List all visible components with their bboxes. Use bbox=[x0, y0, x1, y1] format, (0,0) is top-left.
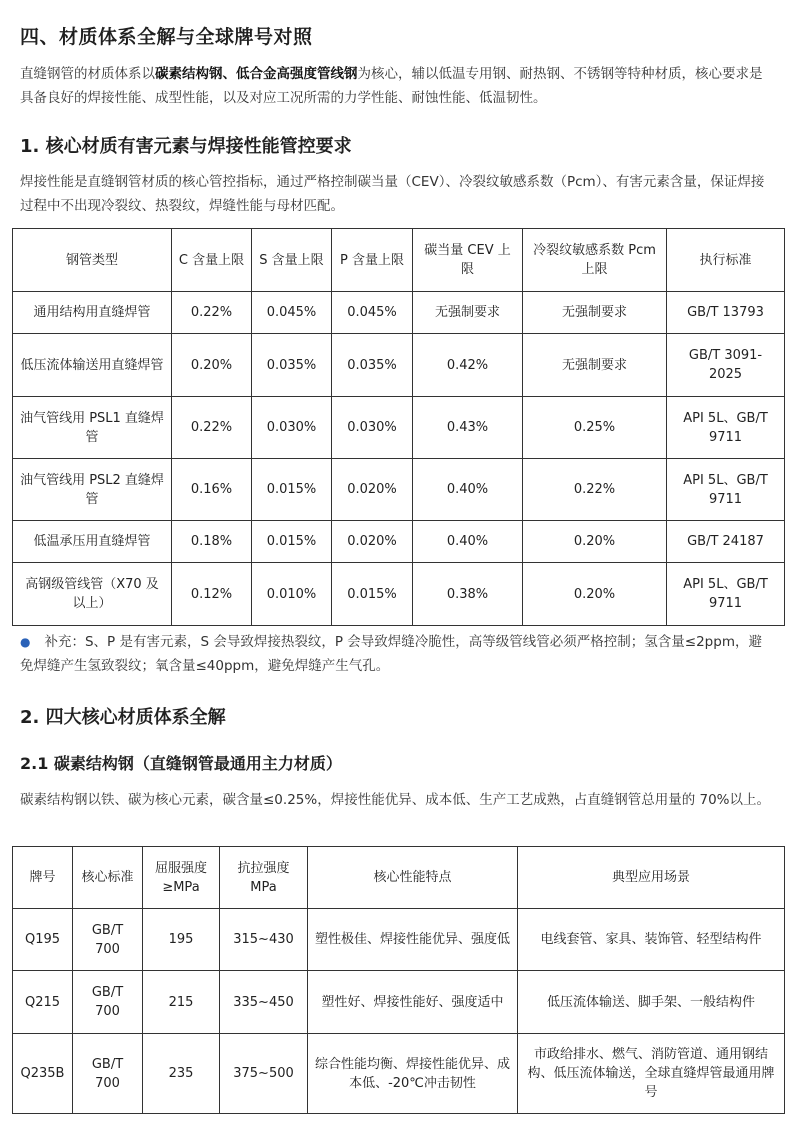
table-cell: 0.035% bbox=[252, 334, 332, 397]
supplement-note bbox=[20, 630, 772, 678]
table-row bbox=[13, 563, 785, 626]
table-header-cell: 抗拉强度 MPa bbox=[220, 847, 308, 909]
table-cell: Q195 bbox=[13, 909, 73, 971]
table-cell: GB/T 700 bbox=[73, 909, 143, 971]
subsection-2-1-description: 碳素结构钢以铁、碳为核心元素，碳含量≤0.25%，焊接性能优异、成本低、生产工艺成熟，占直缝钢管总用量的 70%以上。 bbox=[20, 792, 770, 808]
table-cell: Q235B bbox=[13, 1034, 73, 1114]
table-header-row bbox=[13, 847, 785, 909]
table-cell: GB/T 13793 bbox=[667, 292, 785, 334]
intro-text-bold: 碳素结构钢、低合金高强度管线钢 bbox=[155, 66, 358, 82]
table-header-cell: C 含量上限 bbox=[172, 229, 252, 292]
table-cell: 315~430 bbox=[220, 909, 308, 971]
table-row bbox=[13, 334, 785, 397]
table-cell: 塑性好、焊接性能好、强度适中 bbox=[308, 971, 518, 1034]
table-header-cell: 核心标准 bbox=[73, 847, 143, 909]
intro-text-pre: 直缝钢管的材质体系以 bbox=[20, 66, 155, 82]
welding-control-table bbox=[12, 228, 785, 626]
table-header-cell: 牌号 bbox=[13, 847, 73, 909]
table-cell: 215 bbox=[143, 971, 220, 1034]
table-header-cell: 执行标准 bbox=[667, 229, 785, 292]
table-cell: API 5L、GB/T 9711 bbox=[667, 459, 785, 521]
table-header-cell: S 含量上限 bbox=[252, 229, 332, 292]
table-cell: 0.20% bbox=[523, 521, 667, 563]
table-cell: 0.16% bbox=[172, 459, 252, 521]
table-header-cell: 冷裂纹敏感系数 Pcm 上限 bbox=[523, 229, 667, 292]
table-cell: 0.030% bbox=[252, 397, 332, 459]
table-cell: 0.010% bbox=[252, 563, 332, 626]
table-cell: 无强制要求 bbox=[523, 334, 667, 397]
supplement-note-text: 补充：S、P 是有害元素，S 会导致焊接热裂纹，P 会导致焊缝冷脆性，高等级管线管必须严格控制；氢含量≤2ppm，避免焊缝产生氢致裂纹；氧含量≤40ppm，避免焊缝产生气孔。 bbox=[20, 634, 762, 674]
table-row bbox=[13, 971, 785, 1034]
bullet-icon: ● bbox=[20, 635, 31, 649]
table-cell: 通用结构用直缝焊管 bbox=[13, 292, 172, 334]
table-header-cell: 钢管类型 bbox=[13, 229, 172, 292]
table-cell: 0.015% bbox=[252, 521, 332, 563]
table-cell: 低温承压用直缝焊管 bbox=[13, 521, 172, 563]
table-cell: 0.12% bbox=[172, 563, 252, 626]
table-cell: 油气管线用 PSL1 直缝焊管 bbox=[13, 397, 172, 459]
table-cell: 低压流体输送用直缝焊管 bbox=[13, 334, 172, 397]
table-row bbox=[13, 909, 785, 971]
carbon-steel-grade-table bbox=[12, 846, 785, 1114]
table-header-cell: 典型应用场景 bbox=[518, 847, 785, 909]
table-cell: 235 bbox=[143, 1034, 220, 1114]
table-cell: 无强制要求 bbox=[523, 292, 667, 334]
table-cell: 0.015% bbox=[332, 563, 413, 626]
table-cell: 综合性能均衡、焊接性能优异、成本低、-20℃冲击韧性 bbox=[308, 1034, 518, 1114]
table-cell: 塑性极佳、焊接性能优异、强度低 bbox=[308, 909, 518, 971]
table-header-row bbox=[13, 229, 785, 292]
table-row bbox=[13, 1034, 785, 1114]
table-cell: GB/T 24187 bbox=[667, 521, 785, 563]
subsection-2-title: 2. 四大核心材质体系全解 bbox=[20, 707, 226, 728]
table-cell: 电线套管、家具、装饰管、轻型结构件 bbox=[518, 909, 785, 971]
subsection-2-1-title: 2.1 碳素结构钢（直缝钢管最通用主力材质） bbox=[20, 754, 342, 773]
table-cell: GB/T 700 bbox=[73, 1034, 143, 1114]
table-cell: 0.045% bbox=[252, 292, 332, 334]
table-header-cell: 碳当量 CEV 上限 bbox=[413, 229, 523, 292]
subsection-1-title: 1. 核心材质有害元素与焊接性能管控要求 bbox=[20, 136, 352, 157]
table-cell: GB/T 3091-2025 bbox=[667, 334, 785, 397]
table-cell: GB/T 700 bbox=[73, 971, 143, 1034]
table-cell: 0.43% bbox=[413, 397, 523, 459]
table-cell: 0.020% bbox=[332, 521, 413, 563]
table-cell: 0.22% bbox=[172, 292, 252, 334]
intro-paragraph bbox=[20, 62, 772, 110]
table-cell: API 5L、GB/T 9711 bbox=[667, 397, 785, 459]
table-row bbox=[13, 459, 785, 521]
table-cell: 0.40% bbox=[413, 521, 523, 563]
table-cell: 0.030% bbox=[332, 397, 413, 459]
table-header-cell: P 含量上限 bbox=[332, 229, 413, 292]
table-cell: 0.42% bbox=[413, 334, 523, 397]
table-cell: 油气管线用 PSL2 直缝焊管 bbox=[13, 459, 172, 521]
table-cell: 无强制要求 bbox=[413, 292, 523, 334]
table-header-cell: 屈服强度 ≥MPa bbox=[143, 847, 220, 909]
table-cell: 低压流体输送、脚手架、一般结构件 bbox=[518, 971, 785, 1034]
table-row bbox=[13, 292, 785, 334]
table-cell: 0.035% bbox=[332, 334, 413, 397]
table-cell: 0.40% bbox=[413, 459, 523, 521]
table-cell: 0.045% bbox=[332, 292, 413, 334]
table-cell: 0.020% bbox=[332, 459, 413, 521]
table-cell: 高钢级管线管（X70 及以上） bbox=[13, 563, 172, 626]
table-cell: 市政给排水、燃气、消防管道、通用钢结构、低压流体输送，全球直缝焊管最通用牌号 bbox=[518, 1034, 785, 1114]
table-cell: 195 bbox=[143, 909, 220, 971]
section-title: 四、材质体系全解与全球牌号对照 bbox=[20, 26, 313, 48]
table-cell: 0.015% bbox=[252, 459, 332, 521]
table-cell: 0.20% bbox=[172, 334, 252, 397]
intro-text-post: 为核心，辅以低温专用钢、耐热钢、不锈钢等特种材质，核心要求是具备良好的焊接性能、成型性能，以及对应工况所需的力学性能、耐蚀性能、低温韧性。 bbox=[20, 66, 763, 106]
table-cell: 0.22% bbox=[172, 397, 252, 459]
table-cell: 375~500 bbox=[220, 1034, 308, 1114]
table-cell: 0.38% bbox=[413, 563, 523, 626]
table-cell: 0.20% bbox=[523, 563, 667, 626]
table-header-cell: 核心性能特点 bbox=[308, 847, 518, 909]
table-row bbox=[13, 397, 785, 459]
table-cell: 0.22% bbox=[523, 459, 667, 521]
table-cell: 0.25% bbox=[523, 397, 667, 459]
subsection-1-description: 焊接性能是直缝钢管材质的核心管控指标，通过严格控制碳当量（CEV）、冷裂纹敏感系数（Pcm）、有害元素含量，保证焊接过程中不出现冷裂纹、热裂纹，焊缝性能与母材匹配。 bbox=[20, 174, 765, 214]
table-cell: API 5L、GB/T 9711 bbox=[667, 563, 785, 626]
table-cell: 335~450 bbox=[220, 971, 308, 1034]
table-cell: Q215 bbox=[13, 971, 73, 1034]
table-row bbox=[13, 521, 785, 563]
table-cell: 0.18% bbox=[172, 521, 252, 563]
